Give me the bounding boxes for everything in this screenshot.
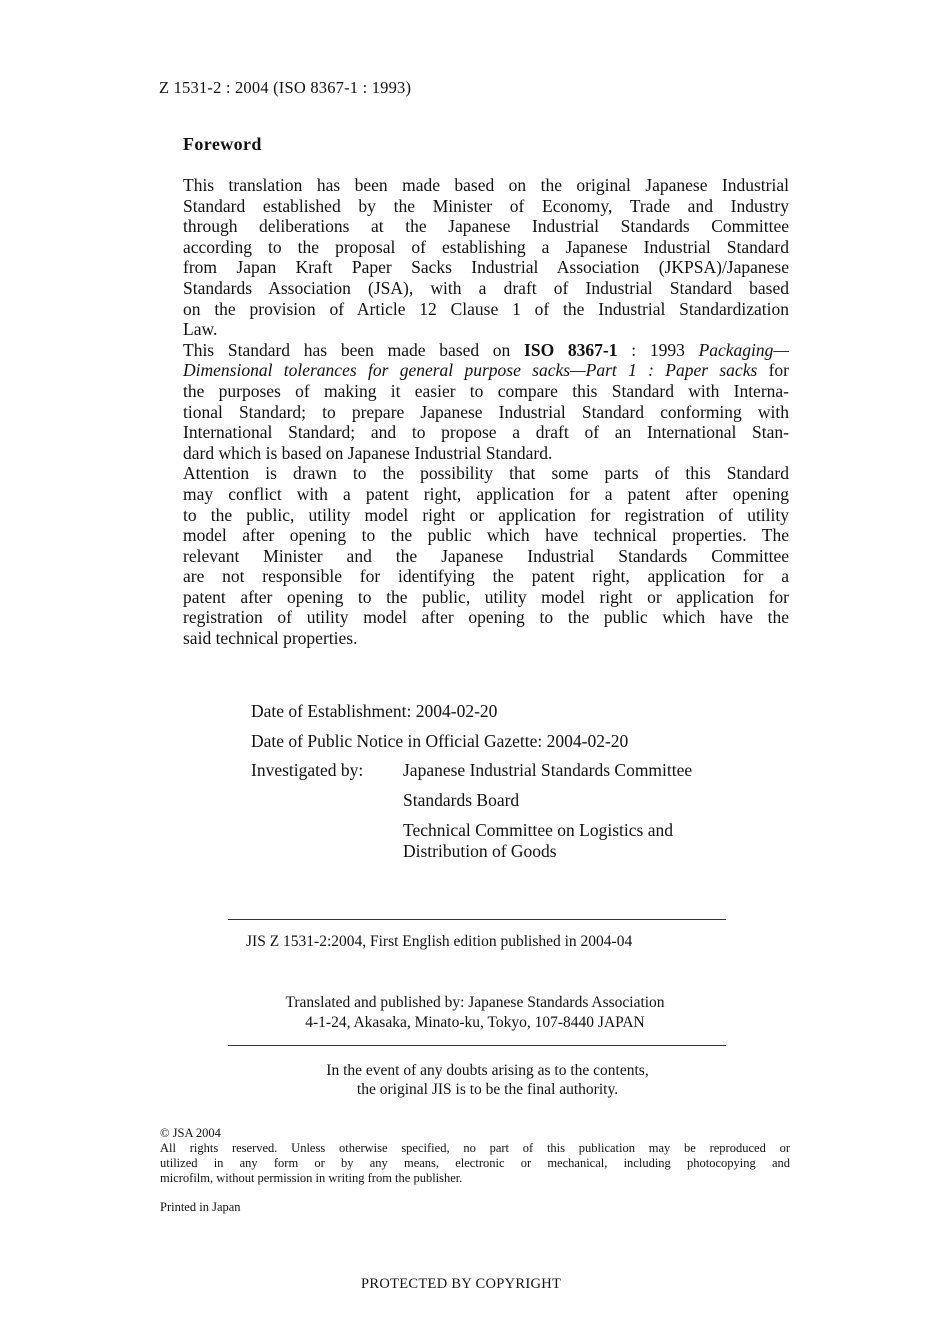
investigator-1: Japanese Industrial Standards Committee [403,760,693,780]
investigator-2: Standards Board [403,790,520,810]
text-line: to the public, utility model right or application for registration of utility [183,504,789,525]
text-line: according to the proposal of establishing a Japanese Industrial Standard [183,236,789,257]
text-line: from Japan Kraft Paper Sacks Industrial Association (JKPSA)/Japanese [183,257,789,278]
authority-notice [230,1061,745,1099]
text-line: International Standard; and to propose a draft of an International Stan- [183,422,789,443]
text-line: on the provision of Article 12 Clause 1 of the Industrial Standardization [183,298,789,319]
authority-line-1: In the event of any doubts arising as to the contents, [326,1062,649,1079]
investigator-3b: Distribution of Goods [403,840,557,861]
text-run: for [757,360,790,381]
divider-top [228,919,726,920]
text-line: model after opening to the public which have technical properties. The [183,525,789,546]
investigated-by-values [403,760,803,861]
text-line: registration of utility model after opening to the public which have the [183,607,789,628]
text-line [183,340,789,361]
text-line: dard which is based on Japanese Industrial Standard. [183,442,553,463]
date-of-public-notice: Date of Public Notice in Official Gazette: 2004-02-20 [251,731,629,751]
foreword-paragraph-1 [183,175,789,340]
text-line: the purposes of making it easier to compare this Standard with Interna- [183,380,789,401]
rights-line: utilized in any form or by any means, electronic or mechanical, including photocopying and [160,1156,790,1170]
publisher-address: 4-1-24, Akasaka, Minato-ku, Tokyo, 107-8440 JAPAN [305,1014,645,1031]
text-line: tional Standard; to prepare Japanese Industrial Standard conforming with [183,401,789,422]
text-line: are not responsible for identifying the patent right, application for a [183,566,789,587]
text-line: through deliberations at the Japanese Industrial Standards Committee [183,216,789,237]
foreword-body [183,175,789,649]
investigated-by-label: Investigated by: [251,760,364,780]
foreword-paragraph-3 [183,463,789,648]
copyright-notice [160,1126,790,1186]
text-line: may conflict with a patent right, application for a patent after opening [183,483,789,504]
document-reference: Z 1531-2 : 2004 (ISO 8367-1 : 1993) [159,78,412,97]
text-line: Standard established by the Minister of Economy, Trade and Industry [183,195,789,216]
text-line [183,360,789,381]
copyright-line: © JSA 2004 [160,1126,221,1140]
protected-by-copyright: PROTECTED BY COPYRIGHT [361,1276,562,1292]
text-line: Attention is drawn to the possibility that some parts of this Standard [183,463,789,484]
iso-reference: ISO 8367-1 [524,339,618,360]
rights-line: microfilm, without permission in writing from the publisher. [160,1171,463,1185]
iso-title-part: Packaging— [698,339,789,360]
divider-bottom [228,1045,726,1046]
text-line: Law. [183,319,218,340]
iso-title-part: Dimensional tolerances for general purpose sacks—Part 1 : Paper sacks [183,360,758,381]
text-line: relevant Minister and the Japanese Industrial Standards Committee [183,545,789,566]
text-line: This translation has been made based on the original Japanese Industrial [183,175,789,195]
text-run: : 1993 [617,339,699,360]
publisher-info [200,993,750,1033]
text-run: This Standard has been made based on [183,339,525,360]
printed-in: Printed in Japan [160,1200,241,1214]
edition-notice: JIS Z 1531-2:2004, First English edition published in 2004-04 [246,933,633,950]
text-line: Standards Association (JSA), with a draft of Industrial Standard based [183,277,789,298]
foreword-paragraph-2 [183,340,789,464]
translated-by: Translated and published by: Japanese Standards Association [285,994,665,1011]
rights-line: All rights reserved. Unless otherwise specified, no part of this publication may be reproduced or [160,1141,790,1155]
investigator-3a: Technical Committee on Logistics and [403,820,673,840]
date-of-establishment: Date of Establishment: 2004-02-20 [251,701,498,721]
authority-line-2: the original JIS is to be the final authority. [356,1081,619,1098]
establishment-info [251,700,693,861]
text-line: said technical properties. [183,628,358,649]
text-line: patent after opening to the public, utility model right or application for [183,586,789,607]
foreword-heading: Foreword [183,134,262,154]
